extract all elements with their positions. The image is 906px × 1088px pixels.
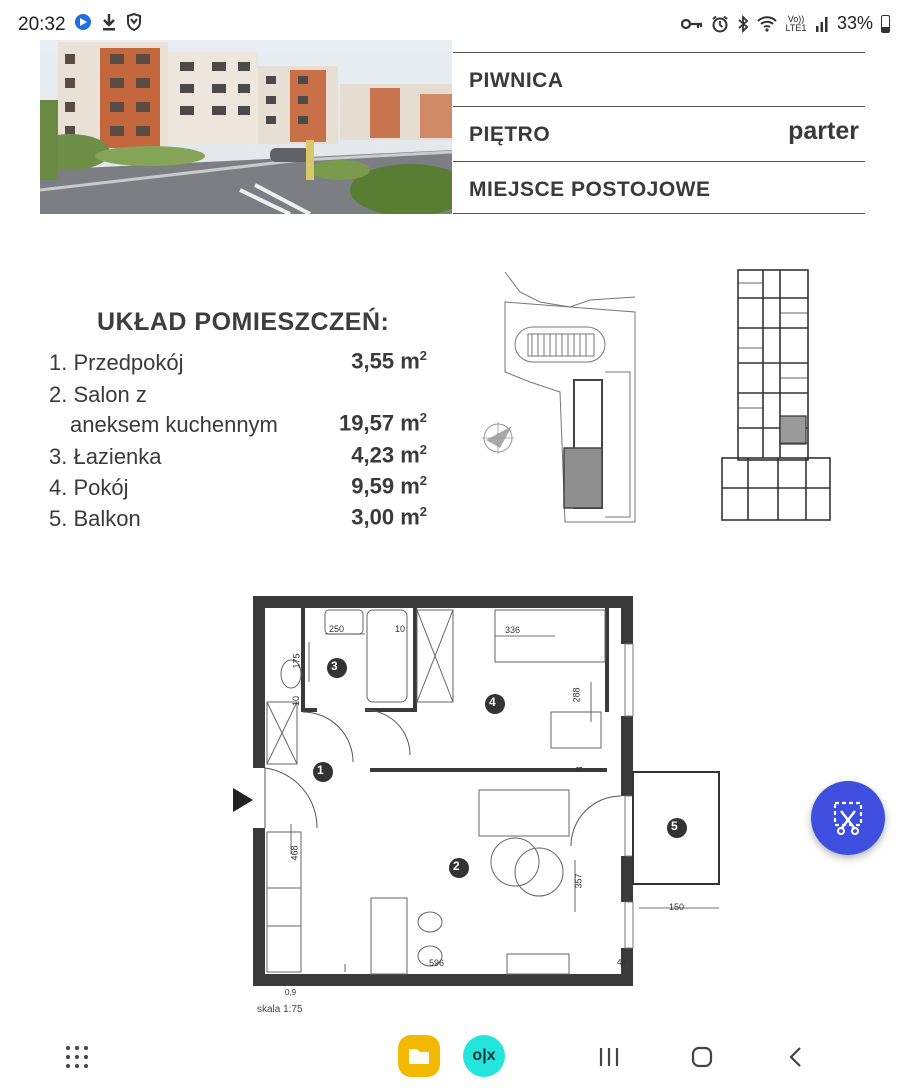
signal-icon — [815, 16, 829, 32]
clock: 20:32 — [18, 14, 66, 35]
download-icon — [101, 13, 117, 31]
back-icon — [786, 1045, 808, 1069]
building-key-plan — [718, 268, 836, 524]
room-area-unit: 2 — [419, 504, 427, 519]
building-rendering — [40, 40, 452, 214]
shield-icon — [126, 13, 142, 31]
room-area — [351, 348, 427, 374]
screenshot-select-button[interactable] — [811, 781, 885, 855]
room-area-value: 3,00 m — [351, 504, 420, 530]
info-row-pietro — [453, 106, 865, 161]
room-area-unit: 2 — [419, 348, 427, 363]
dimension-label: 468 — [289, 845, 300, 861]
battery-percent: 33% — [836, 13, 873, 33]
room-area — [351, 473, 427, 499]
dimension-label: 336 — [505, 625, 521, 635]
info-label: MIEJSCE POSTOJOWE — [469, 178, 711, 201]
info-table-bottom-border — [453, 213, 865, 214]
info-label: PIWNICA — [469, 69, 564, 92]
olx-app-icon[interactable]: o|x — [463, 1035, 505, 1077]
dimension-label: 288 — [571, 687, 582, 703]
dimension-label: 250 — [329, 624, 345, 634]
dimension-label: 357 — [573, 873, 584, 889]
my-files-app-icon[interactable] — [398, 1035, 440, 1077]
room-area — [351, 504, 427, 530]
dimension-label: 8 — [574, 766, 585, 772]
battery-icon — [881, 15, 890, 33]
home-icon — [690, 1045, 714, 1069]
blue-app-icon — [74, 13, 92, 31]
dimension-label: 10 — [395, 624, 406, 634]
bluetooth-icon — [737, 15, 749, 33]
rooms-title: UKŁAD POMIESZCZEŃ: — [97, 308, 390, 336]
alarm-icon — [711, 15, 729, 33]
site-plan — [480, 272, 640, 528]
room-area-value: 3,55 m — [351, 348, 420, 374]
room-area-unit: 2 — [419, 473, 427, 488]
volte-icon: Vo)) LTE1 — [785, 13, 807, 33]
status-icons — [681, 13, 890, 34]
room-area-value: 9,59 m — [351, 473, 420, 499]
room-area-unit: 2 — [419, 410, 427, 425]
room-label: 1. Przedpokój — [49, 350, 184, 375]
scale-label: skala 1:75 — [257, 1004, 303, 1015]
room-label: 5. Balkon — [49, 506, 141, 531]
compass-icon — [478, 418, 518, 458]
room-label: 4. Pokój — [49, 475, 129, 500]
room-area-unit: 2 — [419, 442, 427, 457]
room-label: 3. Łazienka — [49, 444, 162, 469]
room-label-continued: aneksem kuchennym — [70, 412, 278, 437]
room-area — [339, 410, 427, 436]
info-row-piwnica — [453, 52, 865, 107]
home-button[interactable] — [690, 1045, 714, 1069]
room-number-1: 1 — [317, 763, 324, 777]
recent-apps-icon — [598, 1046, 620, 1068]
info-label: PIĘTRO — [469, 123, 551, 146]
wifi-icon — [757, 16, 777, 32]
room-number-4: 4 — [489, 695, 496, 709]
room-number-2: 2 — [453, 859, 460, 873]
apps-grid-button[interactable] — [66, 1046, 90, 1070]
room-area — [351, 442, 427, 468]
room-number-3: 3 — [331, 659, 338, 673]
back-button[interactable] — [786, 1045, 808, 1069]
room-label: 2. Salon z — [49, 382, 147, 407]
info-value: parter — [788, 117, 859, 145]
info-row-miejsce-postojowe — [453, 161, 865, 216]
dimension-label: 44 — [617, 958, 626, 967]
dimension-label: 596 — [429, 958, 445, 968]
dimension-label: 175 — [291, 653, 302, 669]
room-area-value: 19,57 m — [339, 410, 420, 436]
room-number-5: 5 — [671, 819, 678, 833]
recent-apps-button[interactable] — [598, 1046, 620, 1068]
screenshot-select-icon — [811, 781, 885, 855]
key-icon — [681, 17, 703, 31]
dimension-label: 150 — [669, 902, 685, 912]
room-area-value: 4,23 m — [351, 442, 420, 468]
dimension-label: 10 — [291, 695, 302, 707]
notification-icons — [74, 13, 142, 31]
dimension-label: 0,9 — [285, 988, 297, 997]
floor-plan — [225, 592, 725, 1020]
